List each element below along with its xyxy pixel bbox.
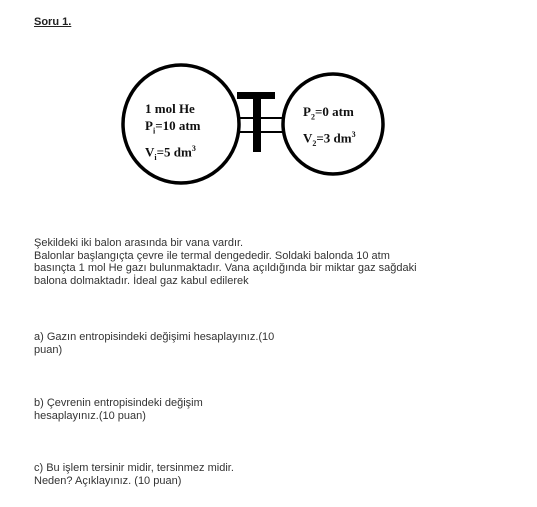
right-balloon-line2: $V_2=3$ $dm^3$ (303, 129, 356, 148)
question-a-line-1: a) Gazın entropisindeki değişimi hesaplayınız.(10 (34, 331, 275, 343)
problem-statement (34, 237, 417, 287)
question-c-line-2: Neden? Açıklayınız. (10 puan) (34, 474, 182, 487)
right-balloon-label (303, 103, 356, 152)
problem-line-3: basınçta 1 mol He gazı bulunmaktadır. Vana açıldığında bir miktar gaz sağdaki (34, 262, 417, 274)
valve-stem (253, 92, 261, 152)
problem-line-4: balona dolmaktadır. İdeal gaz kabul edilerek (34, 274, 249, 287)
left-balloon-line1: 1 mol He (145, 101, 195, 116)
question-b (34, 397, 203, 422)
question-title: Soru 1. (34, 16, 72, 28)
question-a (34, 331, 274, 356)
left-balloon-line2: $P_i=10$ atm (145, 118, 201, 136)
question-a-line-2: puan) (34, 343, 63, 356)
left-balloon-line3: $V_i=5$ $dm^3$ (145, 143, 196, 162)
problem-line-1: Şekildeki iki balon arasında bir vana vardır. (34, 237, 244, 249)
problem-line-2: Balonlar başlangıçta çevre ile termal dengededir. Soldaki balonda 10 atm (34, 249, 390, 262)
question-c (34, 462, 234, 487)
question-c-line-1: c) Bu işlem tersinir midir, tersinmez midir. (34, 462, 234, 474)
left-balloon-label (145, 100, 201, 166)
right-balloon-line1: $P_2=0$ atm (303, 104, 354, 122)
question-b-line-2: hesaplayınız.(10 puan) (34, 409, 146, 422)
question-b-line-1: b) Çevrenin entropisindeki değişim (34, 397, 203, 409)
